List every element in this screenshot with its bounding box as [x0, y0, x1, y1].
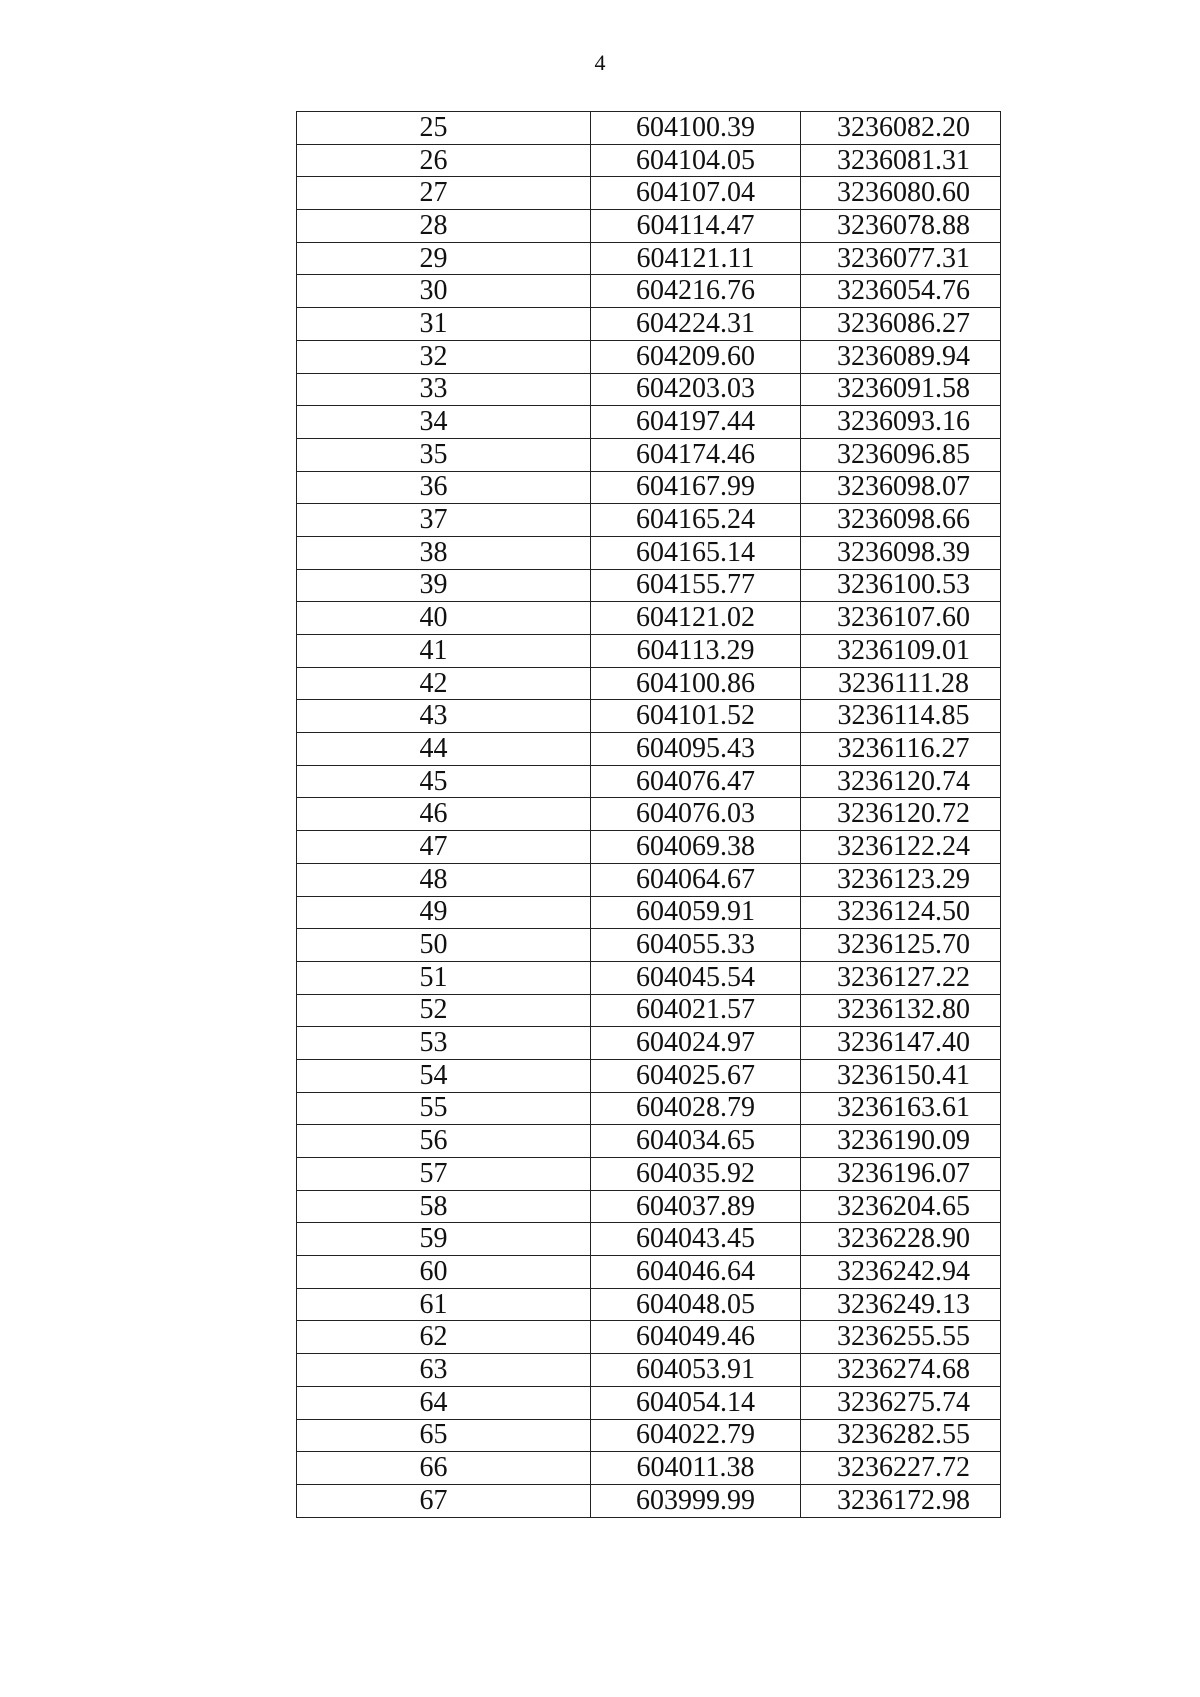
table-row	[297, 144, 1001, 177]
point-number-cell: 56	[297, 1125, 591, 1158]
point-number-cell: 65	[297, 1419, 591, 1452]
y-coordinate-cell: 3236204.65	[801, 1190, 1001, 1223]
y-coordinate-cell: 3236275.74	[801, 1386, 1001, 1419]
x-coordinate-cell: 604107.04	[591, 177, 801, 210]
point-number-cell: 42	[297, 667, 591, 700]
point-number-cell: 33	[297, 373, 591, 406]
point-number-cell: 26	[297, 144, 591, 177]
table-row	[297, 438, 1001, 471]
x-coordinate-cell: 604121.11	[591, 242, 801, 275]
point-number-cell: 46	[297, 798, 591, 831]
x-coordinate-cell: 604104.05	[591, 144, 801, 177]
y-coordinate-cell: 3236196.07	[801, 1158, 1001, 1191]
y-coordinate-cell: 3236127.22	[801, 961, 1001, 994]
table-row	[297, 733, 1001, 766]
point-number-cell: 50	[297, 929, 591, 962]
point-number-cell: 60	[297, 1256, 591, 1289]
table-row	[297, 242, 1001, 275]
y-coordinate-cell: 3236132.80	[801, 994, 1001, 1027]
x-coordinate-cell: 604113.29	[591, 635, 801, 668]
table-row	[297, 308, 1001, 341]
x-coordinate-cell: 604095.43	[591, 733, 801, 766]
y-coordinate-cell: 3236082.20	[801, 112, 1001, 145]
y-coordinate-cell: 3236125.70	[801, 929, 1001, 962]
x-coordinate-cell: 604100.39	[591, 112, 801, 145]
point-number-cell: 32	[297, 340, 591, 373]
table-row	[297, 1092, 1001, 1125]
x-coordinate-cell: 604069.38	[591, 831, 801, 864]
point-number-cell: 59	[297, 1223, 591, 1256]
table-row	[297, 765, 1001, 798]
x-coordinate-cell: 604049.46	[591, 1321, 801, 1354]
x-coordinate-cell: 604174.46	[591, 438, 801, 471]
point-number-cell: 39	[297, 569, 591, 602]
y-coordinate-cell: 3236111.28	[801, 667, 1001, 700]
y-coordinate-cell: 3236054.76	[801, 275, 1001, 308]
x-coordinate-cell: 604054.14	[591, 1386, 801, 1419]
y-coordinate-cell: 3236116.27	[801, 733, 1001, 766]
table-row	[297, 471, 1001, 504]
x-coordinate-cell: 604025.67	[591, 1059, 801, 1092]
table-row	[297, 373, 1001, 406]
point-number-cell: 31	[297, 308, 591, 341]
x-coordinate-cell: 604101.52	[591, 700, 801, 733]
table-row	[297, 667, 1001, 700]
point-number-cell: 66	[297, 1452, 591, 1485]
y-coordinate-cell: 3236120.72	[801, 798, 1001, 831]
x-coordinate-cell: 604155.77	[591, 569, 801, 602]
x-coordinate-cell: 604203.03	[591, 373, 801, 406]
y-coordinate-cell: 3236150.41	[801, 1059, 1001, 1092]
table-row	[297, 112, 1001, 145]
point-number-cell: 40	[297, 602, 591, 635]
y-coordinate-cell: 3236274.68	[801, 1354, 1001, 1387]
table-row	[297, 1223, 1001, 1256]
y-coordinate-cell: 3236124.50	[801, 896, 1001, 929]
table-row	[297, 863, 1001, 896]
table-row	[297, 831, 1001, 864]
point-number-cell: 67	[297, 1484, 591, 1517]
y-coordinate-cell: 3236122.24	[801, 831, 1001, 864]
x-coordinate-cell: 604011.38	[591, 1452, 801, 1485]
x-coordinate-cell: 604059.91	[591, 896, 801, 929]
point-number-cell: 43	[297, 700, 591, 733]
y-coordinate-cell: 3236078.88	[801, 210, 1001, 243]
point-number-cell: 34	[297, 406, 591, 439]
point-number-cell: 57	[297, 1158, 591, 1191]
x-coordinate-cell: 604114.47	[591, 210, 801, 243]
point-number-cell: 35	[297, 438, 591, 471]
x-coordinate-cell: 604216.76	[591, 275, 801, 308]
point-number-cell: 62	[297, 1321, 591, 1354]
point-number-cell: 44	[297, 733, 591, 766]
table-row	[297, 961, 1001, 994]
y-coordinate-cell: 3236098.07	[801, 471, 1001, 504]
table-row	[297, 1419, 1001, 1452]
x-coordinate-cell: 604224.31	[591, 308, 801, 341]
table-row	[297, 536, 1001, 569]
x-coordinate-cell: 604045.54	[591, 961, 801, 994]
y-coordinate-cell: 3236163.61	[801, 1092, 1001, 1125]
point-number-cell: 27	[297, 177, 591, 210]
x-coordinate-cell: 604076.03	[591, 798, 801, 831]
x-coordinate-cell: 604053.91	[591, 1354, 801, 1387]
point-number-cell: 51	[297, 961, 591, 994]
y-coordinate-cell: 3236100.53	[801, 569, 1001, 602]
x-coordinate-cell: 604034.65	[591, 1125, 801, 1158]
point-number-cell: 41	[297, 635, 591, 668]
table-row	[297, 1354, 1001, 1387]
point-number-cell: 29	[297, 242, 591, 275]
table-row	[297, 177, 1001, 210]
coordinates-table	[296, 111, 1001, 1518]
table-row	[297, 1059, 1001, 1092]
x-coordinate-cell: 604100.86	[591, 667, 801, 700]
y-coordinate-cell: 3236080.60	[801, 177, 1001, 210]
point-number-cell: 64	[297, 1386, 591, 1419]
table-row	[297, 1256, 1001, 1289]
table-row	[297, 1158, 1001, 1191]
point-number-cell: 52	[297, 994, 591, 1027]
table-row	[297, 406, 1001, 439]
x-coordinate-cell: 604064.67	[591, 863, 801, 896]
y-coordinate-cell: 3236227.72	[801, 1452, 1001, 1485]
y-coordinate-cell: 3236107.60	[801, 602, 1001, 635]
x-coordinate-cell: 604043.45	[591, 1223, 801, 1256]
y-coordinate-cell: 3236255.55	[801, 1321, 1001, 1354]
y-coordinate-cell: 3236242.94	[801, 1256, 1001, 1289]
y-coordinate-cell: 3236109.01	[801, 635, 1001, 668]
point-number-cell: 25	[297, 112, 591, 145]
point-number-cell: 38	[297, 536, 591, 569]
point-number-cell: 47	[297, 831, 591, 864]
point-number-cell: 55	[297, 1092, 591, 1125]
table-row	[297, 1125, 1001, 1158]
point-number-cell: 30	[297, 275, 591, 308]
x-coordinate-cell: 604035.92	[591, 1158, 801, 1191]
coordinates-table-body	[297, 112, 1001, 1518]
table-row	[297, 700, 1001, 733]
y-coordinate-cell: 3236123.29	[801, 863, 1001, 896]
x-coordinate-cell: 604121.02	[591, 602, 801, 635]
table-row	[297, 1190, 1001, 1223]
table-row	[297, 1452, 1001, 1485]
table-row	[297, 798, 1001, 831]
y-coordinate-cell: 3236089.94	[801, 340, 1001, 373]
x-coordinate-cell: 604167.99	[591, 471, 801, 504]
x-coordinate-cell: 604209.60	[591, 340, 801, 373]
x-coordinate-cell: 604048.05	[591, 1288, 801, 1321]
table-row	[297, 569, 1001, 602]
point-number-cell: 28	[297, 210, 591, 243]
x-coordinate-cell: 604165.14	[591, 536, 801, 569]
y-coordinate-cell: 3236190.09	[801, 1125, 1001, 1158]
point-number-cell: 63	[297, 1354, 591, 1387]
x-coordinate-cell: 604024.97	[591, 1027, 801, 1060]
table-row	[297, 1288, 1001, 1321]
x-coordinate-cell: 604037.89	[591, 1190, 801, 1223]
point-number-cell: 61	[297, 1288, 591, 1321]
table-row	[297, 275, 1001, 308]
table-row	[297, 994, 1001, 1027]
point-number-cell: 37	[297, 504, 591, 537]
x-coordinate-cell: 604076.47	[591, 765, 801, 798]
point-number-cell: 48	[297, 863, 591, 896]
table-row	[297, 1321, 1001, 1354]
table-row	[297, 1484, 1001, 1517]
point-number-cell: 58	[297, 1190, 591, 1223]
x-coordinate-cell: 604197.44	[591, 406, 801, 439]
y-coordinate-cell: 3236282.55	[801, 1419, 1001, 1452]
x-coordinate-cell: 603999.99	[591, 1484, 801, 1517]
y-coordinate-cell: 3236098.39	[801, 536, 1001, 569]
table-row	[297, 602, 1001, 635]
x-coordinate-cell: 604165.24	[591, 504, 801, 537]
x-coordinate-cell: 604022.79	[591, 1419, 801, 1452]
y-coordinate-cell: 3236228.90	[801, 1223, 1001, 1256]
table-row	[297, 504, 1001, 537]
y-coordinate-cell: 3236172.98	[801, 1484, 1001, 1517]
x-coordinate-cell: 604021.57	[591, 994, 801, 1027]
x-coordinate-cell: 604046.64	[591, 1256, 801, 1289]
table-row	[297, 635, 1001, 668]
table-row	[297, 896, 1001, 929]
y-coordinate-cell: 3236086.27	[801, 308, 1001, 341]
point-number-cell: 36	[297, 471, 591, 504]
x-coordinate-cell: 604028.79	[591, 1092, 801, 1125]
y-coordinate-cell: 3236147.40	[801, 1027, 1001, 1060]
table-row	[297, 1386, 1001, 1419]
y-coordinate-cell: 3236096.85	[801, 438, 1001, 471]
y-coordinate-cell: 3236093.16	[801, 406, 1001, 439]
point-number-cell: 53	[297, 1027, 591, 1060]
y-coordinate-cell: 3236077.31	[801, 242, 1001, 275]
table-row	[297, 929, 1001, 962]
table-row	[297, 340, 1001, 373]
table-row	[297, 1027, 1001, 1060]
point-number-cell: 49	[297, 896, 591, 929]
y-coordinate-cell: 3236114.85	[801, 700, 1001, 733]
x-coordinate-cell: 604055.33	[591, 929, 801, 962]
y-coordinate-cell: 3236098.66	[801, 504, 1001, 537]
y-coordinate-cell: 3236120.74	[801, 765, 1001, 798]
page-number: 4	[594, 50, 606, 75]
point-number-cell: 54	[297, 1059, 591, 1092]
table-row	[297, 210, 1001, 243]
point-number-cell: 45	[297, 765, 591, 798]
y-coordinate-cell: 3236249.13	[801, 1288, 1001, 1321]
y-coordinate-cell: 3236081.31	[801, 144, 1001, 177]
y-coordinate-cell: 3236091.58	[801, 373, 1001, 406]
